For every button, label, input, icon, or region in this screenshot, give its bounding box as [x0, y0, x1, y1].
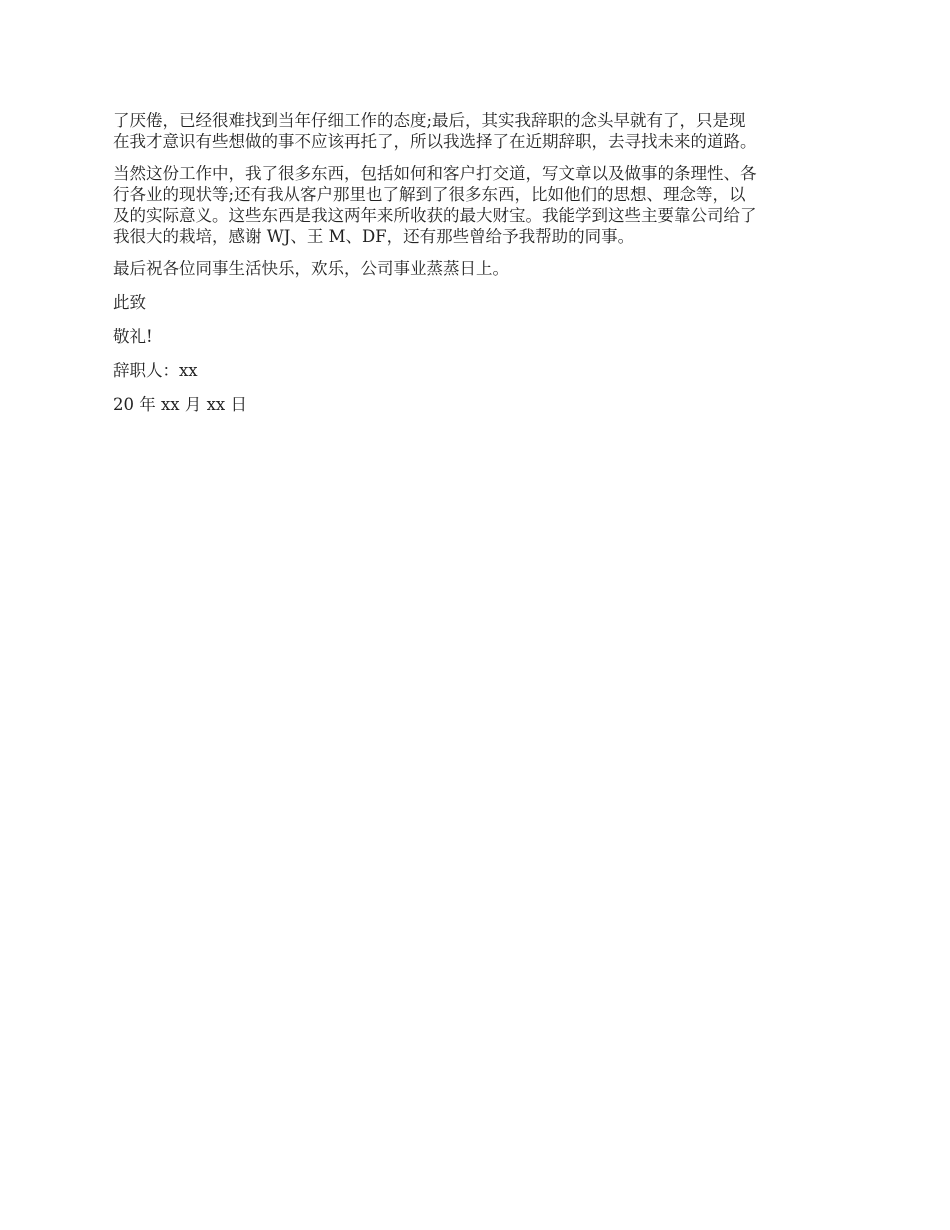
text-line: 在我才意识有些想做的事不应该再托了，所以我选择了在近期辞职，去寻找未来的道路。 — [113, 132, 757, 151]
salutation-jingli: 敬礼! — [113, 327, 153, 346]
letter-body — [113, 110, 837, 428]
text-line: 行各业的现状等;还有我从客户那里也了解到了很多东西，比如他们的思想、理念等，以 — [113, 185, 746, 204]
text-line: 了厌倦，已经很难找到当年仔细工作的态度;最后，其实我辞职的念头早就有了，只是现 — [113, 111, 746, 130]
paragraph-reason — [113, 110, 837, 152]
salutation-cizhi: 此致 — [113, 293, 146, 312]
text-line: 及的实际意义。这些东西是我这两年来所收获的最大财宝。我能学到这些主要靠公司给了 — [113, 206, 757, 225]
text-line: 当然这份工作中，我了很多东西，包括如何和客户打交道，写文章以及做事的条理性、各 — [113, 164, 757, 183]
date: 20 年 xx 月 xx 日 — [113, 395, 247, 414]
signature: 辞职人：xx — [113, 361, 198, 380]
closing-wish: 最后祝各位同事生活快乐，欢乐，公司事业蒸蒸日上。 — [113, 259, 509, 278]
text-line: 我很大的栽培，感谢 WJ、王 M、DF，还有那些曾给予我帮助的同事。 — [113, 227, 635, 246]
paragraph-gratitude — [113, 163, 837, 247]
